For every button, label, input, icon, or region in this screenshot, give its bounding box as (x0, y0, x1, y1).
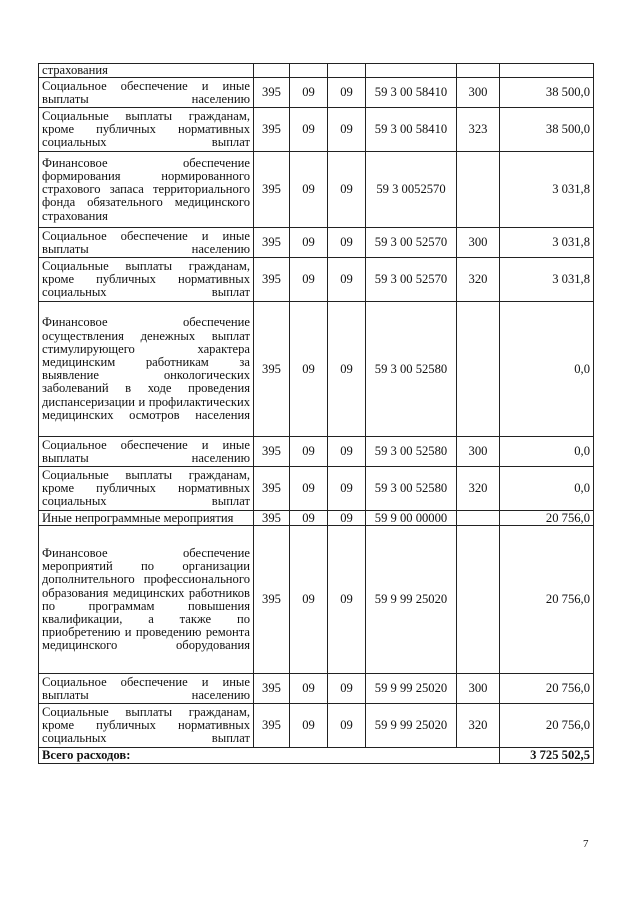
section-code: 09 (290, 526, 328, 674)
row-name: Финансовое обеспечение осуществления денежных выплат стимулирующего характера медицинским работникам за выявление онкологических заболеваний в ходе проведения диспансеризации и профилактических медицинских осмотров населения (39, 302, 254, 437)
row-sum: 3 031,8 (500, 258, 594, 302)
row-sum: 0,0 (500, 467, 594, 511)
table-row (39, 78, 594, 108)
section-code: 09 (290, 302, 328, 437)
row-name: Иные непрограммные мероприятия (39, 511, 254, 526)
row-name: Социальные выплаты гражданам, кроме публичных нормативных социальных выплат (39, 258, 254, 302)
subsection-code: 09 (328, 228, 366, 258)
subsection-code (328, 64, 366, 78)
ved-code: 395 (254, 108, 290, 152)
target-item-code: 59 9 99 25020 (366, 704, 457, 748)
target-item-code: 59 3 00 52580 (366, 302, 457, 437)
ved-code: 395 (254, 152, 290, 228)
subsection-code: 09 (328, 78, 366, 108)
subsection-code: 09 (328, 302, 366, 437)
table-row (39, 258, 594, 302)
expense-type-code: 320 (457, 704, 500, 748)
table-row (39, 467, 594, 511)
expense-type-code: 300 (457, 228, 500, 258)
row-sum: 20 756,0 (500, 511, 594, 526)
ved-code (254, 64, 290, 78)
subsection-code: 09 (328, 152, 366, 228)
table-row (39, 152, 594, 228)
section-code: 09 (290, 228, 328, 258)
table-row (39, 704, 594, 748)
expense-type-code: 300 (457, 674, 500, 704)
section-code: 09 (290, 152, 328, 228)
ved-code: 395 (254, 437, 290, 467)
table-row (39, 526, 594, 674)
budget-table (38, 63, 594, 764)
ved-code: 395 (254, 258, 290, 302)
table-row (39, 228, 594, 258)
expense-type-code: 323 (457, 108, 500, 152)
total-sum: 3 725 502,5 (500, 748, 594, 764)
subsection-code: 09 (328, 258, 366, 302)
expense-type-code: 300 (457, 437, 500, 467)
section-code: 09 (290, 511, 328, 526)
row-sum: 3 031,8 (500, 228, 594, 258)
ved-code: 395 (254, 511, 290, 526)
row-sum: 38 500,0 (500, 108, 594, 152)
row-name: Социальные выплаты гражданам, кроме публичных нормативных социальных выплат (39, 704, 254, 748)
target-item-code: 59 3 00 58410 (366, 78, 457, 108)
target-item-code (366, 64, 457, 78)
expense-type-code (457, 526, 500, 674)
budget-table-container (38, 63, 593, 764)
page-number: 7 (583, 838, 589, 850)
ved-code: 395 (254, 302, 290, 437)
row-name: Социальное обеспечение и иные выплаты населению (39, 78, 254, 108)
target-item-code: 59 3 00 52580 (366, 437, 457, 467)
subsection-code: 09 (328, 511, 366, 526)
expense-type-code (457, 152, 500, 228)
target-item-code: 59 3 00 52580 (366, 467, 457, 511)
ved-code: 395 (254, 78, 290, 108)
row-name: Социальные выплаты гражданам, кроме публичных нормативных социальных выплат (39, 467, 254, 511)
ved-code: 395 (254, 526, 290, 674)
table-row (39, 674, 594, 704)
section-code: 09 (290, 437, 328, 467)
target-item-code: 59 3 00 58410 (366, 108, 457, 152)
subsection-code: 09 (328, 108, 366, 152)
subsection-code: 09 (328, 674, 366, 704)
row-name: Социальные выплаты гражданам, кроме публичных нормативных социальных выплат (39, 108, 254, 152)
subsection-code: 09 (328, 704, 366, 748)
section-code: 09 (290, 704, 328, 748)
row-name: Социальное обеспечение и иные выплаты населению (39, 437, 254, 467)
expense-type-code (457, 64, 500, 78)
table-row (39, 437, 594, 467)
total-row (39, 748, 594, 764)
section-code: 09 (290, 108, 328, 152)
expense-type-code (457, 511, 500, 526)
row-sum: 20 756,0 (500, 674, 594, 704)
row-sum (500, 64, 594, 78)
target-item-code: 59 9 99 25020 (366, 674, 457, 704)
section-code: 09 (290, 674, 328, 704)
section-code: 09 (290, 78, 328, 108)
row-name: Социальное обеспечение и иные выплаты населению (39, 674, 254, 704)
row-sum: 0,0 (500, 302, 594, 437)
target-item-code: 59 9 99 25020 (366, 526, 457, 674)
section-code: 09 (290, 258, 328, 302)
row-sum: 38 500,0 (500, 78, 594, 108)
table-row (39, 511, 594, 526)
expense-type-code: 300 (457, 78, 500, 108)
table-row (39, 108, 594, 152)
target-item-code: 59 3 00 52570 (366, 258, 457, 302)
row-sum: 0,0 (500, 437, 594, 467)
total-label: Всего расходов: (39, 748, 500, 764)
table-body (39, 64, 594, 748)
table-row (39, 302, 594, 437)
subsection-code: 09 (328, 526, 366, 674)
row-sum: 20 756,0 (500, 704, 594, 748)
ved-code: 395 (254, 704, 290, 748)
ved-code: 395 (254, 228, 290, 258)
row-name: Финансовое обеспечение формирования нормированного страхового запаса территориального фонда обязательного медицинского страхования (39, 152, 254, 228)
expense-type-code: 320 (457, 258, 500, 302)
target-item-code: 59 9 00 00000 (366, 511, 457, 526)
table-row (39, 64, 594, 78)
subsection-code: 09 (328, 467, 366, 511)
row-sum: 20 756,0 (500, 526, 594, 674)
ved-code: 395 (254, 674, 290, 704)
row-name: страхования (39, 64, 254, 78)
expense-type-code (457, 302, 500, 437)
row-name: Социальное обеспечение и иные выплаты населению (39, 228, 254, 258)
row-sum: 3 031,8 (500, 152, 594, 228)
target-item-code: 59 3 0052570 (366, 152, 457, 228)
section-code (290, 64, 328, 78)
subsection-code: 09 (328, 437, 366, 467)
row-name: Финансовое обеспечение мероприятий по организации дополнительного профессионального образования медицинских работников по программам повышения квалификации, а также по приобретению и проведению ремонта медицинского оборудования (39, 526, 254, 674)
section-code: 09 (290, 467, 328, 511)
ved-code: 395 (254, 467, 290, 511)
expense-type-code: 320 (457, 467, 500, 511)
target-item-code: 59 3 00 52570 (366, 228, 457, 258)
